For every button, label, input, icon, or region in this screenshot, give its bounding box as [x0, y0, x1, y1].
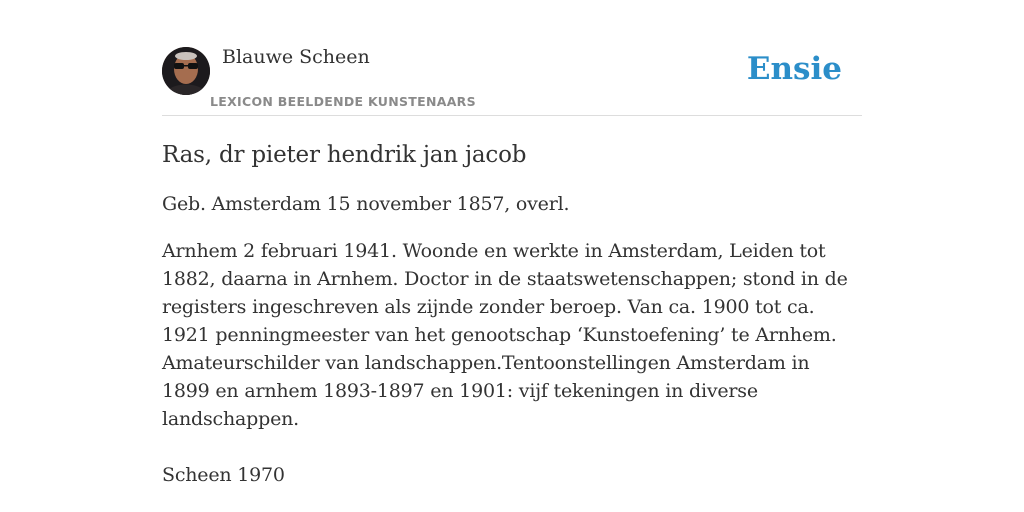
article-title: Ras, dr pieter hendrik jan jacob	[162, 142, 527, 168]
brand-logo[interactable]: Ensie	[746, 51, 842, 87]
portrait-image	[162, 47, 210, 95]
article-paragraph-2: Arnhem 2 februari 1941. Woonde en werkte in Amsterdam, Leiden tot 1882, daarna in Arnhem. Doctor in de staatswetenschappen; stond in de registers ingeschreven als zijnde zonder beroep. Van ca. 1900 tot ca. 1921 penningmeester van het genootschap ‘Kunstoefening’ te Arnhem. Amateurschilder van landschappen.Tentoonstellingen Amsterdam in 1899 en arnhem 1893-1897 en 1901: vijf tekeningen in diverse landschappen.	[162, 240, 848, 430]
collection-label[interactable]: LEXICON BEELDENDE KUNSTENAARS	[210, 94, 476, 109]
article-source: Scheen 1970	[162, 464, 285, 486]
article	[162, 140, 862, 489]
author-name[interactable]: Blauwe Scheen	[222, 46, 370, 68]
article-paragraph-1: Geb. Amsterdam 15 november 1857, overl.	[162, 193, 570, 215]
author-avatar[interactable]	[162, 47, 210, 95]
header	[162, 45, 862, 116]
